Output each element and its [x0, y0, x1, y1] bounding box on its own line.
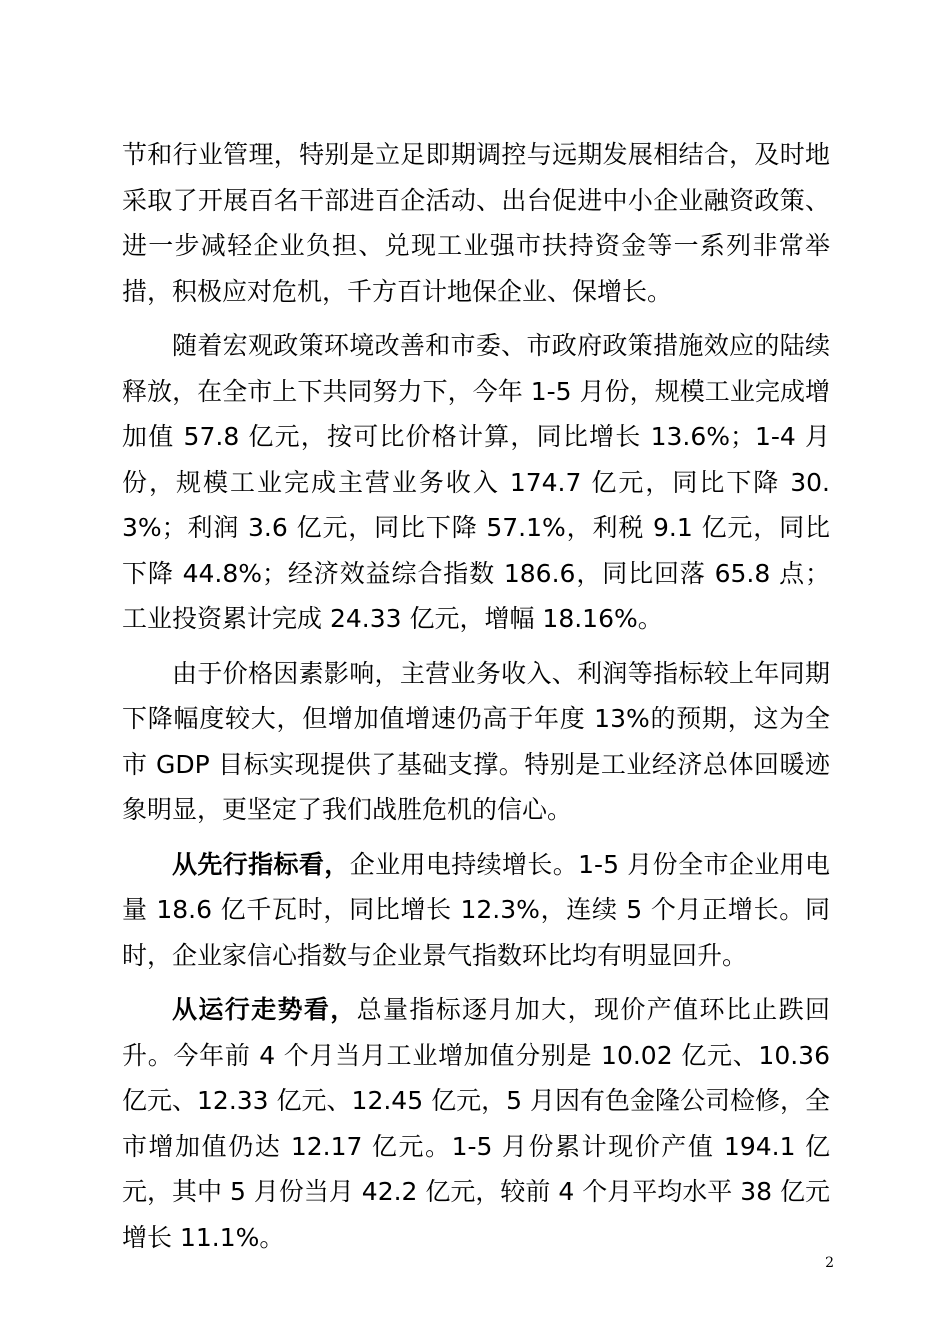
paragraph-5 — [122, 987, 830, 1260]
page-number: 2 — [825, 1255, 834, 1271]
paragraph-4-lead: 从先行指标看， — [172, 849, 350, 879]
document-body — [122, 132, 830, 1269]
paragraph-4-text: 企业用电持续增长。1-5 月份全市企业用电量 18.6 亿千瓦时，同比增长 12.3%，连续 5 个月正增长。同时，企业家信心指数与企业景气指数环比均有明显回升。 — [122, 849, 830, 970]
paragraph-2 — [122, 323, 830, 642]
paragraph-5-text: 总量指标逐月加大，现价产值环比止跌回升。今年前 4 个月当月工业增加值分别是 10.02 亿元、10.36 亿元、12.33 亿元、12.45 亿元，5 月因有色金隆公司检修，全市增加值仍达 12.17 亿元。1-5 月份累计现价产值 194.1 亿元，其中 5 月份当月 42.2 亿元，较前 4 个月平均水平 38 亿元增长 11.1%。 — [122, 995, 830, 1252]
paragraph-1 — [122, 132, 830, 314]
paragraph-2-text: 随着宏观政策环境改善和市委、市政府政策措施效应的陆续释放，在全市上下共同努力下，今年 1-5 月份，规模工业完成增加值 57.8 亿元，按可比价格计算，同比增长 13.6%；1-4 月份，规模工业完成主营业务收入 174.7 亿元，同比下降 30.3%；利润 3.6 亿元，同比下降 57.1%，利税 9.1 亿元，同比下降 44.8%；经济效益综合指数 186.6，同比回落 65.8 点；工业投资累计完成 24.33 亿元，增幅 18.16%。 — [122, 331, 830, 633]
paragraph-5-lead: 从运行走势看， — [172, 995, 357, 1024]
paragraph-1-text: 节和行业管理，特别是立足即期调控与远期发展相结合，及时地采取了开展百名干部进百企活动、出台促进中小企业融资政策、进一步减轻企业负担、兑现工业强市扶持资金等一系列非常举措，积极应对危机，千方百计地保企业、保增长。 — [122, 140, 830, 306]
paragraph-3-text: 由于价格因素影响，主营业务收入、利润等指标较上年同期下降幅度较大，但增加值增速仍高于年度 13%的预期，这为全市 GDP 目标实现提供了基础支撑。特别是工业经济总体回暖迹象明显，更坚定了我们战胜危机的信心。 — [122, 658, 830, 824]
paragraph-3 — [122, 651, 830, 833]
paragraph-4 — [122, 842, 830, 979]
